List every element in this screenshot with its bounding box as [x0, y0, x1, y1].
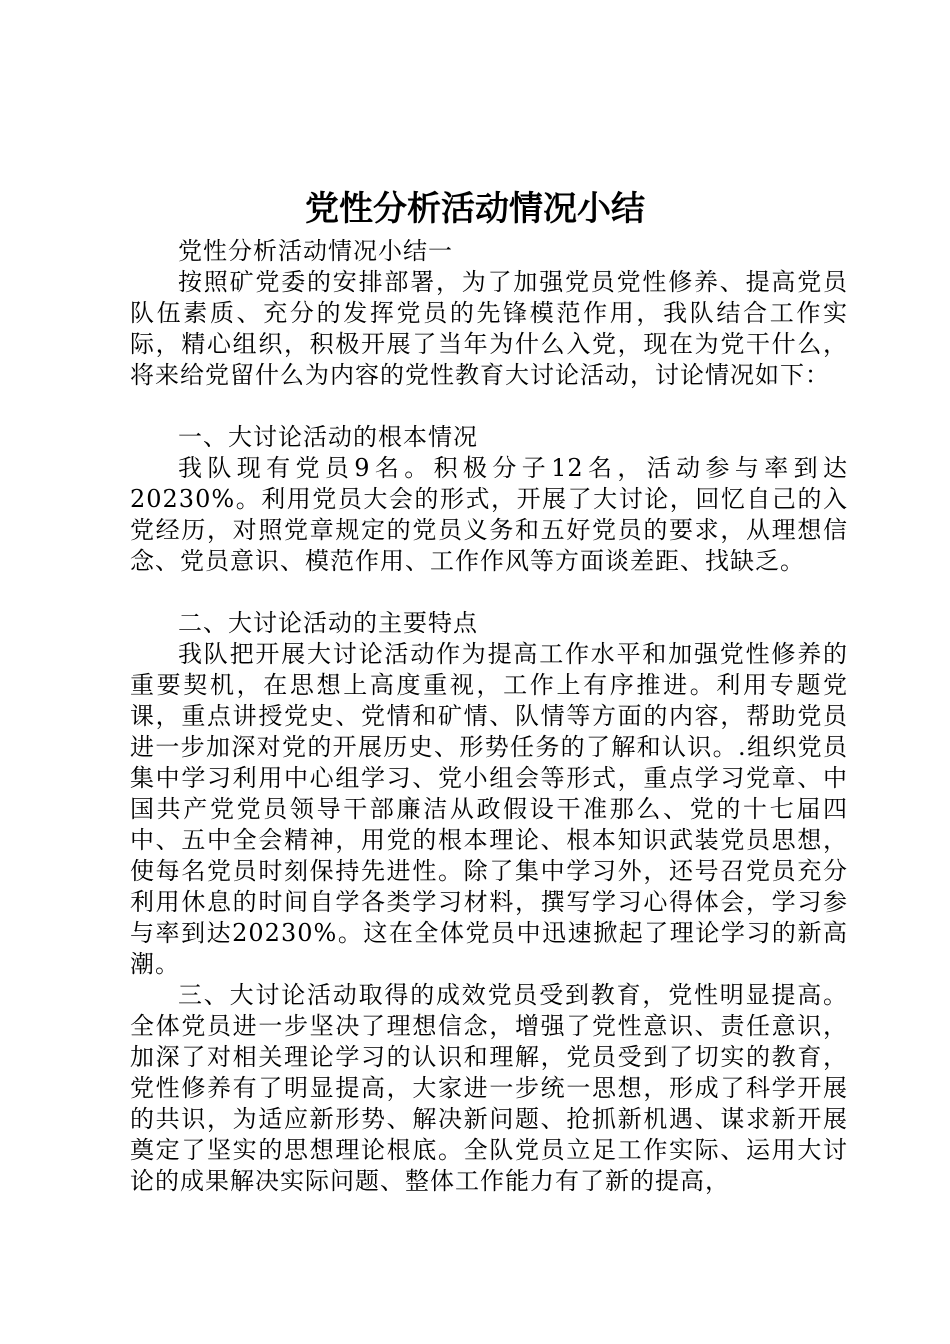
document-title: 党性分析活动情况小结: [305, 189, 645, 229]
section-heading-1: 一、大讨论活动的根本情况: [178, 423, 478, 451]
section-3-paragraph: 三、大讨论活动取得的成效党员受到教育，党性明显提高。全体党员进一步坚决了理想信念，增强了党性意识、责任意识，加深了对相关理论学习的认识和理解，党员受到了切实的教育，党性修养有了明显提高，大家进一步统一思想，形成了科学开展的共识，为适应新形势、解决新问题、抢抓新机遇、谋求新开展奠定了坚实的思想理论根底。全队党员立足工作实际、运用大讨论的成果解决实际问题、整体工作能力有了新的提高，: [130, 981, 848, 1195]
intro-paragraph: 按照矿党委的安排部署，为了加强党员党性修养、提高党员队伍素质、充分的发挥党员的先锋模范作用，我队结合工作实际，精心组织，积极开展了当年为什么入党，现在为党干什么，将来给党留什么为内容的党性教育大讨论活动，讨论情况如下：: [130, 268, 848, 389]
document-body: [130, 236, 848, 1197]
section-1-paragraph: 我队现有党员9名。积极分子12名，活动参与率到达20230%。利用党员大会的形式，开展了大讨论，回忆自己的入党经历，对照党章规定的党员义务和五好党员的要求，从理想信念、党员意识、模范作用、工作作风等方面谈差距、找缺乏。: [130, 454, 848, 575]
section-heading-2: 二、大讨论活动的主要特点: [178, 609, 478, 637]
section-2-paragraph: 我队把开展大讨论活动作为提高工作水平和加强党性修养的重要契机，在思想上高度重视，工作上有序推进。利用专题党课，重点讲授党史、党情和矿情、队情等方面的内容，帮助党员进一步加深对党的开展历史、形势任务的了解和认识。.组织党员集中学习利用中心组学习、党小组会等形式，重点学习党章、中国共产党党员领导干部廉洁从政假设干准那么、党的十七届四中、五中全会精神，用党的根本理论、根本知识武装党员思想，使每名党员时刻保持先进性。除了集中学习外，还号召党员充分利用休息的时间自学各类学习材料，撰写学习心得体会，学习参与率到达20230%。这在全体党员中迅速掀起了理论学习的新高潮。: [130, 640, 848, 978]
subtitle-paragraph: 党性分析活动情况小结一: [178, 237, 453, 265]
